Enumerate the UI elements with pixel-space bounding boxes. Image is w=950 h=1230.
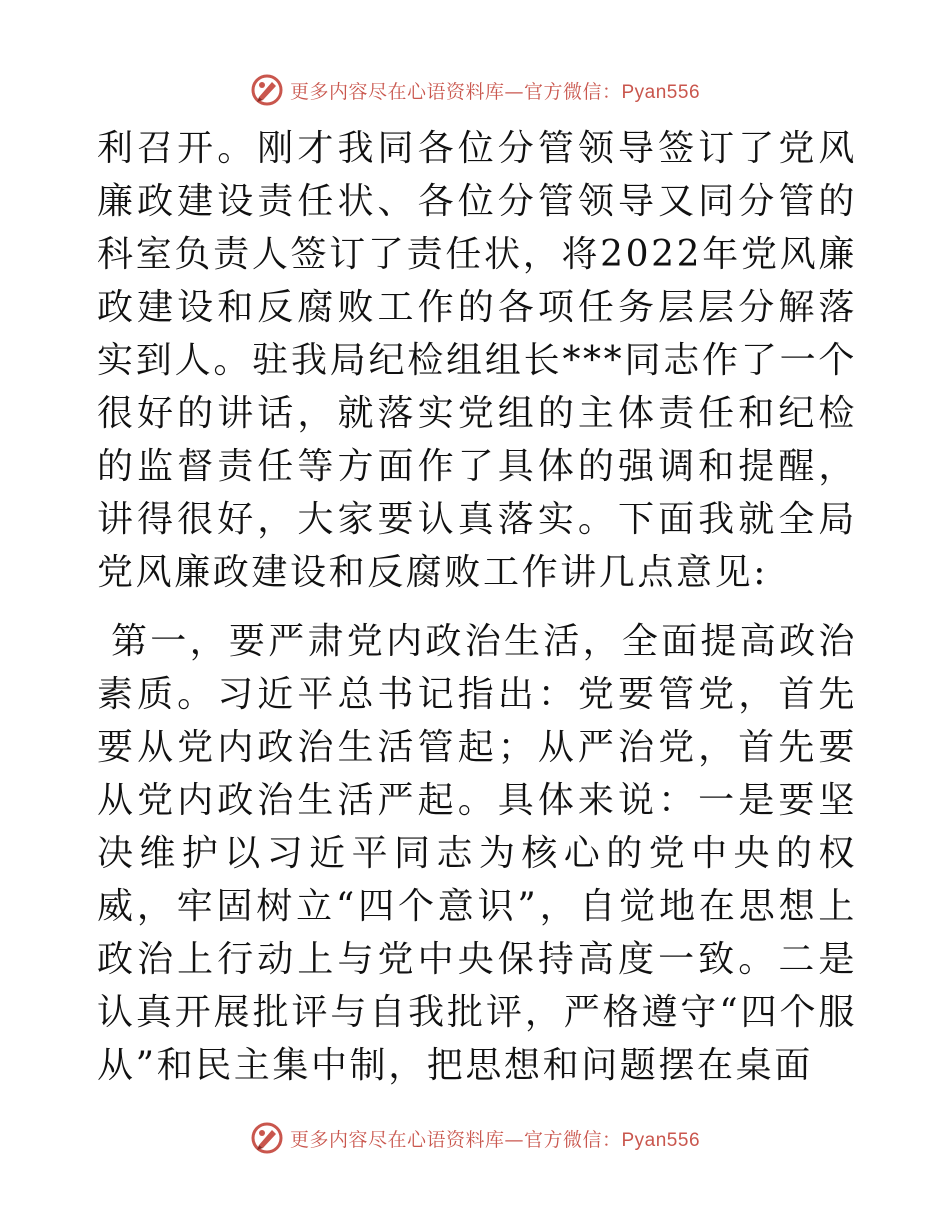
watermark-wechat-id: Pyan556 (621, 1129, 701, 1151)
watermark-separator: — (504, 1128, 524, 1151)
footer-watermark (0, 1118, 950, 1158)
watermark-text (290, 77, 700, 104)
watermark-site-text: 更多内容尽在心语资料库 (289, 1128, 505, 1151)
header-watermark (0, 70, 950, 110)
watermark-wechat-label: 官方微信： (523, 1128, 622, 1151)
watermark-separator: — (504, 80, 524, 103)
watermark-wechat-id: Pyan556 (621, 81, 701, 103)
document-body (97, 122, 857, 1092)
red-pen-emblem-icon (250, 1121, 284, 1155)
watermark-site-text: 更多内容尽在心语资料库 (289, 80, 505, 103)
red-pen-emblem-icon (250, 73, 284, 107)
paragraph-2: 第一，要严肃党内政治生活，全面提高政治素质。习近平总书记指出：党要管党，首先要从党内政治生活管起；从严治党，首先要从党内政治生活严起。具体来说：一是要坚决维护以习近平同志为核心的党中央的权威，牢固树立“四个意识”，自觉地在思想上政治上行动上与党中央保持高度一致。二是认真开展批评与自我批评，严格遵守“四个服从”和民主集中制，把思想和问题摆在桌面 (97, 621, 857, 1086)
paragraph-1: 利召开。刚才我同各位分管领导签订了党风廉政建设责任状、各位分管领导又同分管的科室负责人签订了责任状，将2022年党风廉政建设和反腐败工作的各项任务层层分解落实到人。驻我局纪检组组长***同志作了一个很好的讲话，就落实党组的主体责任和纪检的监督责任等方面作了具体的强调和提醒，讲得很好，大家要认真落实。下面我就全局党风廉政建设和反腐败工作讲几点意见: (97, 128, 857, 593)
watermark-text (290, 1125, 700, 1152)
watermark-wechat-label: 官方微信： (523, 80, 622, 103)
